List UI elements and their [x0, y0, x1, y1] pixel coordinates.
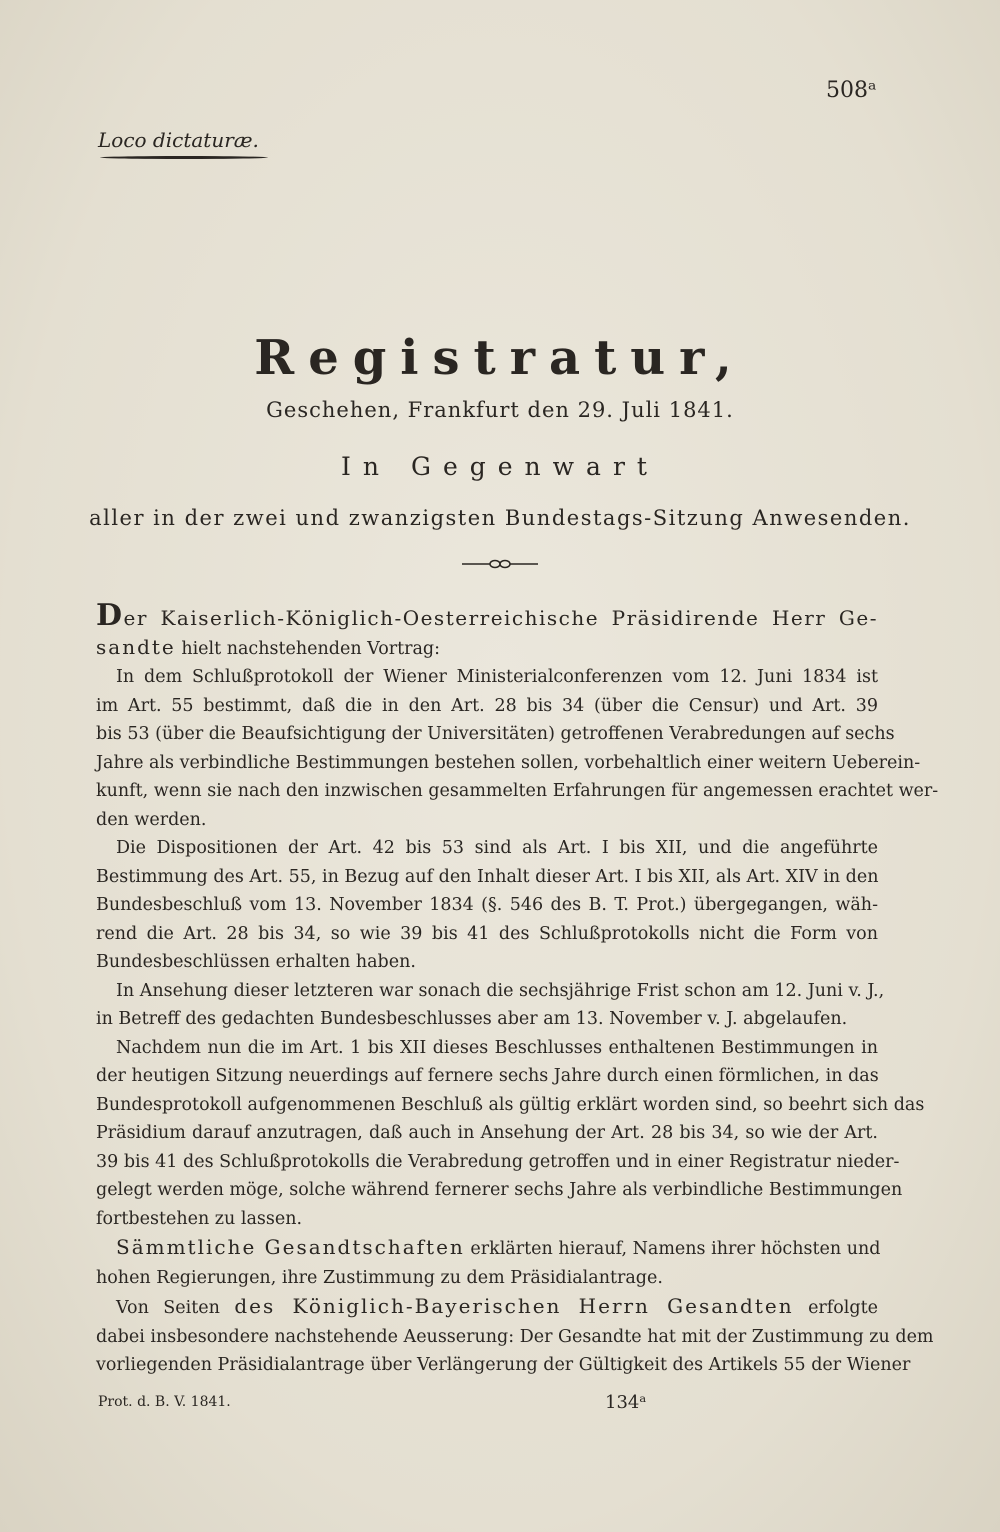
- paragraph-line: vorliegenden Präsidialantrage über Verlängerung der Gültigkeit des Artikels 55 der Wiener: [96, 1355, 911, 1375]
- paragraph-line: Bundesbeschlüssen erhalten haben.: [96, 952, 416, 972]
- paragraph-line: den werden.: [96, 809, 207, 830]
- attendance-line: aller in der zwei und zwanzigsten Bundestags-Sitzung Anwesenden.: [89, 506, 911, 530]
- paragraph-line: Jahre als verbindliche Bestimmungen bestehen sollen, vorbehaltlich einer weitern Ueberein-: [96, 752, 921, 773]
- ornament-divider: [462, 558, 538, 570]
- presence-heading: In Gegenwart: [341, 452, 659, 481]
- paragraph-line: Nachdem nun die im Art. 1 bis XII dieses Beschlusses enthaltenen Bestimmungen in: [116, 1037, 878, 1058]
- body-text: [96, 598, 939, 1380]
- paragraph-line: im Art. 55 bestimmt, daß die in den Art. 28 bis 34 (über die Censur) und Art. 39: [96, 695, 878, 716]
- document-title: Registratur,: [254, 330, 746, 386]
- footer-signature: Prot. d. B. V. 1841.: [98, 1394, 231, 1410]
- paragraph-line: fortbestehen zu lassen.: [96, 1208, 303, 1229]
- paragraph-line: rend die Art. 28 bis 34, so wie 39 bis 41 des Schlußprotokolls nicht die Form von: [96, 923, 878, 944]
- loco-dictaturae-label: Loco dictaturæ.: [98, 128, 259, 152]
- paragraph-line: Von Seiten des Königlich-Bayerischen Herrn Gesandten erfolgte: [116, 1294, 878, 1318]
- paragraph-line: Der Kaiserlich-Königlich-Oesterreichische Präsidirende Herr Ge-: [96, 598, 878, 633]
- paragraph-line: hohen Regierungen, ihre Zustimmung zu dem Präsidialantrage.: [96, 1267, 663, 1288]
- paragraph-line: Sämmtliche Gesandtschaften erklärten hierauf, Namens ihrer höchsten und: [116, 1235, 881, 1259]
- paragraph-line: In Ansehung dieser letzteren war sonach die sechsjährige Frist schon am 12. Juni v. J.,: [116, 980, 885, 1001]
- paragraph-line: Bundesprotokoll aufgenommenen Beschluß als gültig erklärt worden sind, so beehrt sich das: [96, 1094, 925, 1115]
- dateline: Geschehen, Frankfurt den 29. Juli 1841.: [266, 398, 734, 422]
- paragraph-line: kunft, wenn sie nach den inzwischen gesammelten Erfahrungen für angemessen erachtet wer-: [96, 781, 939, 801]
- loco-underline: [100, 156, 268, 159]
- paragraph-line: gelegt werden möge, solche während fernerer sechs Jahre als verbindliche Bestimmungen: [96, 1180, 903, 1200]
- paragraph-line: 39 bis 41 des Schlußprotokolls die Verabredung getroffen und in einer Registratur nieder-: [96, 1151, 900, 1172]
- paragraph-line: Die Dispositionen der Art. 42 bis 53 sind als Art. I bis XII, und die angeführte: [116, 838, 878, 858]
- footer-page-number: 134ᵃ: [605, 1392, 647, 1413]
- paragraph-line: In dem Schlußprotokoll der Wiener Ministerialconferenzen vom 12. Juni 1834 ist: [116, 667, 878, 687]
- drop-cap: D: [96, 598, 124, 633]
- page-number: 508ᵃ: [826, 78, 877, 103]
- paragraph-line: bis 53 (über die Beaufsichtigung der Universitäten) getroffenen Verabredungen auf sechs: [96, 724, 895, 744]
- paragraph-line: der heutigen Sitzung neuerdings auf fernere sechs Jahre durch einen förmlichen, in das: [96, 1066, 879, 1086]
- paragraph-line: dabei insbesondere nachstehende Aeusserung: Der Gesandte hat mit der Zustimmung zu dem: [96, 1326, 934, 1347]
- paragraph-line: in Betreff des gedachten Bundesbeschlusses aber am 13. November v. J. abgelaufen.: [96, 1009, 848, 1029]
- paragraph-line: sandte hielt nachstehenden Vortrag:: [96, 634, 441, 659]
- paragraph-line: Präsidium darauf anzutragen, daß auch in Ansehung der Art. 28 bis 34, so wie der Art.: [96, 1123, 878, 1143]
- paragraph-line: Bestimmung des Art. 55, in Bezug auf den Inhalt dieser Art. I bis XII, als Art. XIV in den: [96, 866, 879, 887]
- paragraph-line: Bundesbeschluß vom 13. November 1834 (§. 546 des B. T. Prot.) übergegangen, wäh-: [96, 895, 878, 915]
